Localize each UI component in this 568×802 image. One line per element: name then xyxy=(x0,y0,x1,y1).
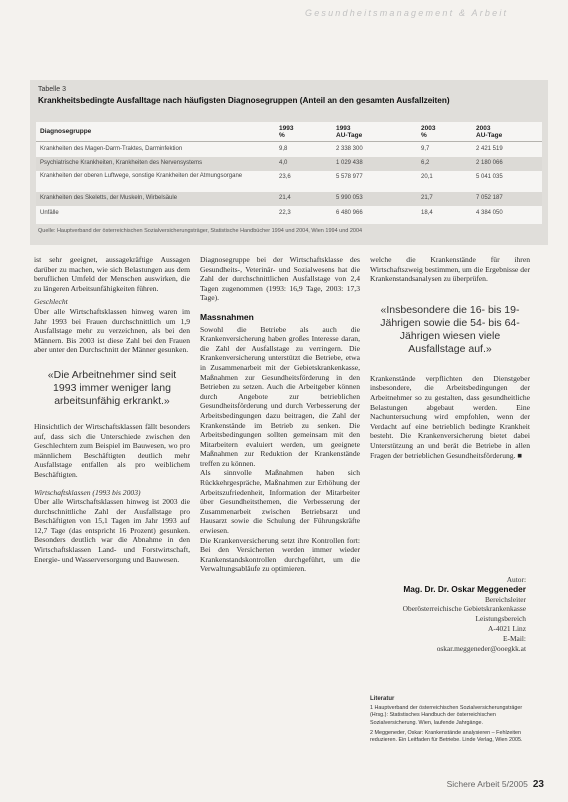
paragraph-text: Krankenstände verpflichten den Dienstgeber insbesondere, die Arbeitsbedingungen der Arbeitnehmer so zu gestalten, dass gesundheitliche Belastungen abgebaut werden. Eine Nachuntersuchung wird empfohlen, wenn der Verdacht auf eine betrieblich bedingte Krankheit besteht. Die Krankenversicherung bietet dabei Unterstützung an und berät die Betriebe in allen Fragen der betrieblichen Gesundheitsförderung. xyxy=(370,373,530,460)
table-cell: 2 180 066 xyxy=(476,160,503,166)
table-cell-label: Krankheiten der oberen Luftwege, sonstige Krankheiten der Atmungsorgane xyxy=(40,173,243,179)
table-cell: 5 990 053 xyxy=(336,195,363,201)
author-name: Mag. Dr. Dr. Oskar Meggeneder xyxy=(403,583,526,594)
paragraph: Über alle Wirtschaftsklassen hinweg waren im Jahr 1993 bei Frauen durchschnittlich um 1,9 Ausfallstage mehr zu verzeichnen, als bei den Männern. Bis 2003 ist diese Zahl bei den Frauen aber unter den Durchschnitt der Männer gesunken. xyxy=(34,306,190,355)
table-cell: 7 052 187 xyxy=(476,195,503,201)
table-cell-label: Psychiatrische Krankheiten, Krankheiten des Nervensystems xyxy=(40,160,203,166)
magazine-name: Sichere Arbeit 5/2005 xyxy=(446,779,528,789)
literature-ref: 2 Meggeneder, Oskar: Krankenstände analysieren – Fehlzeiten reduzieren. Ein Leitfaden für Betriebe. Linde Verlag, Wien 2005. xyxy=(370,729,523,744)
literature-ref: 1 Hauptverband der österreichischen Sozialversicherungsträger (Hrsg.): Statistisches Handbuch der österreichischen Sozialversicherung. Wien, laufende Jahrgänge. xyxy=(370,705,523,726)
table-cell-label: Krankheiten des Magen-Darm-Traktes, Darminfektion xyxy=(40,146,183,152)
table-row xyxy=(36,157,542,171)
article-column-3 xyxy=(370,255,530,460)
table-divider xyxy=(36,141,542,142)
table-header-1993-days: 1993 AU-Tage xyxy=(336,125,363,139)
section-heading: Wirtschaftsklassen (1993 bis 2003) xyxy=(34,487,141,497)
table-body xyxy=(36,122,542,224)
end-mark-icon: ■ xyxy=(517,450,522,460)
table-cell: 5 041 035 xyxy=(476,174,503,180)
table-cell-label: Krankheiten des Skeletts, der Muskeln, Wirbelsäule xyxy=(40,195,178,201)
table-cell: 9,8 xyxy=(279,146,288,152)
table-cell: 22,3 xyxy=(279,210,291,216)
author-label: Autor: xyxy=(506,575,526,584)
table-cell: 1 029 438 xyxy=(336,160,363,166)
paragraph: ist sehr geeignet, aussagekräftige Aussagen darüber zu machen, wie sich Belastungen aus dem beruflichen Umfeld der Menschen auswirken, die zu längeren Arbeitsunfähigkeiten führen. xyxy=(34,255,190,293)
author-box xyxy=(390,575,526,653)
author-org-unit: Leistungsbereich xyxy=(475,614,526,624)
table-title: Krankheitsbedingte Ausfalltage nach häufigsten Diagnosegruppen (Anteil an den gesamten Ausfallzeiten) xyxy=(38,96,450,105)
table-cell: 21,7 xyxy=(421,195,433,201)
paragraph: Sowohl die Betriebe als auch die Krankenversicherung haben großes Interesse daran, die Zahl der Ausfallstage zu verringern. Die Krankenversicherung unterstützt die Betriebe, etwa in Zusammenarbeit mit der Gebietskrankenkasse, Maßnahmen zur Gesundheitsförderung in den Betrieben zu setzen. Auch die Arbeitgeber können durch Angebote zur betrieblichen Gesundheitsförderung und durch Verbesserung der Arbeitsbedingungen dazu beitragen, die Zahl der Krankenstände im Betrieb zu senken. Die Arbeitsbedingungen sollten gemeinsam mit den Mitarbeitern evaluiert werden, um geeignete Maßnahmen zur Reduktion der Krankenstände treffen zu können. xyxy=(200,324,360,468)
table-cell: 9,7 xyxy=(421,146,430,152)
article-column-1 xyxy=(34,255,190,564)
page-footer xyxy=(447,779,544,790)
paragraph: Diagnosegruppe bei der Wirtschaftsklasse des Gesundheits-, Veterinär- und Sozialwesens hat die Zahl der durchschnittlichen Ausfallstage von 2,4 Tagen zugenommen (1993: 16,9 Tage, 2003: 17,3 Tage). xyxy=(200,255,360,303)
table-source: Quelle: Hauptverband der österreichischen Sozialversicherungsträger, Statistische Handbücher 1994 und 2004, Wien 1994 und 2004 xyxy=(38,228,363,234)
table-cell: 2 338 300 xyxy=(336,146,363,152)
table-cell: 5 578 977 xyxy=(336,174,363,180)
paragraph: Als sinnvolle Maßnahmen haben sich Rückkehrgespräche, Maßnahmen zur Erhöhung der Arbeitszufriedenheit, Information der Mitarbeiter über Gesundheitsthemen, die Verbesserung der Zusammenarbeit zwischen Betriebsarzt und Hausarzt sowie die Schulung der Führungskräfte erwiesen. xyxy=(200,468,360,536)
paragraph: Die Krankenversicherung setzt ihre Kontrollen fort: Bei den Versicherten werden immer wieder Krankenstandskontrollen durchgeführt, um die Verwaltungsabläufe zu optimieren. xyxy=(200,535,360,574)
table-cell: 20,1 xyxy=(421,174,433,180)
table-cell: 4 384 050 xyxy=(476,210,503,216)
table-header-2003-pct: 2003 % xyxy=(421,125,436,139)
paragraph: Hinsichtlich der Wirtschaftsklassen fällt besonders auf, dass sich die Unterschiede zwischen den Geschlechtern zum Beispiel im Bauwesen, wo pro männlichem Beschäftigten deutlich mehr Ausfallstage entfallen als pro weiblichem Beschäftigten. xyxy=(34,421,190,479)
table-row xyxy=(36,171,542,191)
page-number: 23 xyxy=(532,779,544,790)
author-role: Bereichsleiter xyxy=(484,594,526,604)
article-column-2 xyxy=(200,255,360,574)
pull-quote: «Insbesondere die 16- bis 19-Jährigen sowie die 54- bis 64-Jährigen wiesen viele Ausfallstage auf.» xyxy=(380,303,520,355)
table-header-group: Diagnosegruppe xyxy=(40,128,92,135)
paragraph: welche die Krankenstände für ihren Wirtschaftszweig bestimmen, um die Ergebnisse der Krankenstandsanalysen zu überprüfen. xyxy=(370,255,530,284)
table-cell: 18,4 xyxy=(421,210,433,216)
table-label: Tabelle 3 xyxy=(38,86,67,93)
paragraph xyxy=(370,374,530,460)
literature-heading: Literatur xyxy=(370,696,395,702)
table-cell: 2 421 519 xyxy=(476,146,503,152)
table-cell-label: Unfälle xyxy=(40,210,59,216)
table-header-1993-pct: 1993 % xyxy=(279,125,294,139)
author-email[interactable]: oskar.meggeneder@ooegkk.at xyxy=(436,643,526,653)
table-cell: 6 480 966 xyxy=(336,210,363,216)
table-cell: 4,0 xyxy=(279,160,288,166)
table-row xyxy=(36,143,542,157)
data-table xyxy=(30,80,548,245)
author-org: Oberösterreichische Gebietskrankenkasse xyxy=(402,604,526,614)
table-cell: 21,4 xyxy=(279,195,291,201)
table-cell: 6,2 xyxy=(421,160,430,166)
section-heading: Massnahmen xyxy=(200,311,254,322)
author-address: A-4021 Linz xyxy=(488,623,526,633)
paragraph: Über alle Wirtschaftsklassen hinweg ist 2003 die durchschnittliche Zahl der Ausfallstage pro Beschäftigten von 15,1 Tagen im Jahr 1993 auf 12,7 Tage (das entspricht 16 Prozent) gesunken. Besonders deutlich war die Abnahme in den Wirtschaftsklassen Land- und Forstwirtschaft, Energie- und Wasserversorgung und Bauwesen. xyxy=(34,497,190,564)
section-heading: Geschlecht xyxy=(34,297,68,307)
table-cell: 23,6 xyxy=(279,174,291,180)
literature xyxy=(370,696,530,744)
author-email-label: E-Mail: xyxy=(503,633,526,643)
table-row xyxy=(36,207,542,221)
running-header: Gesundheitsmanagement & Arbeit xyxy=(305,8,509,18)
table-header-2003-days: 2003 AU-Tage xyxy=(476,125,503,139)
table-row xyxy=(36,192,542,206)
pull-quote: «Die Arbeitnehmer sind seit 1993 immer weniger lang arbeitsunfähig erkrankt.» xyxy=(47,368,177,407)
